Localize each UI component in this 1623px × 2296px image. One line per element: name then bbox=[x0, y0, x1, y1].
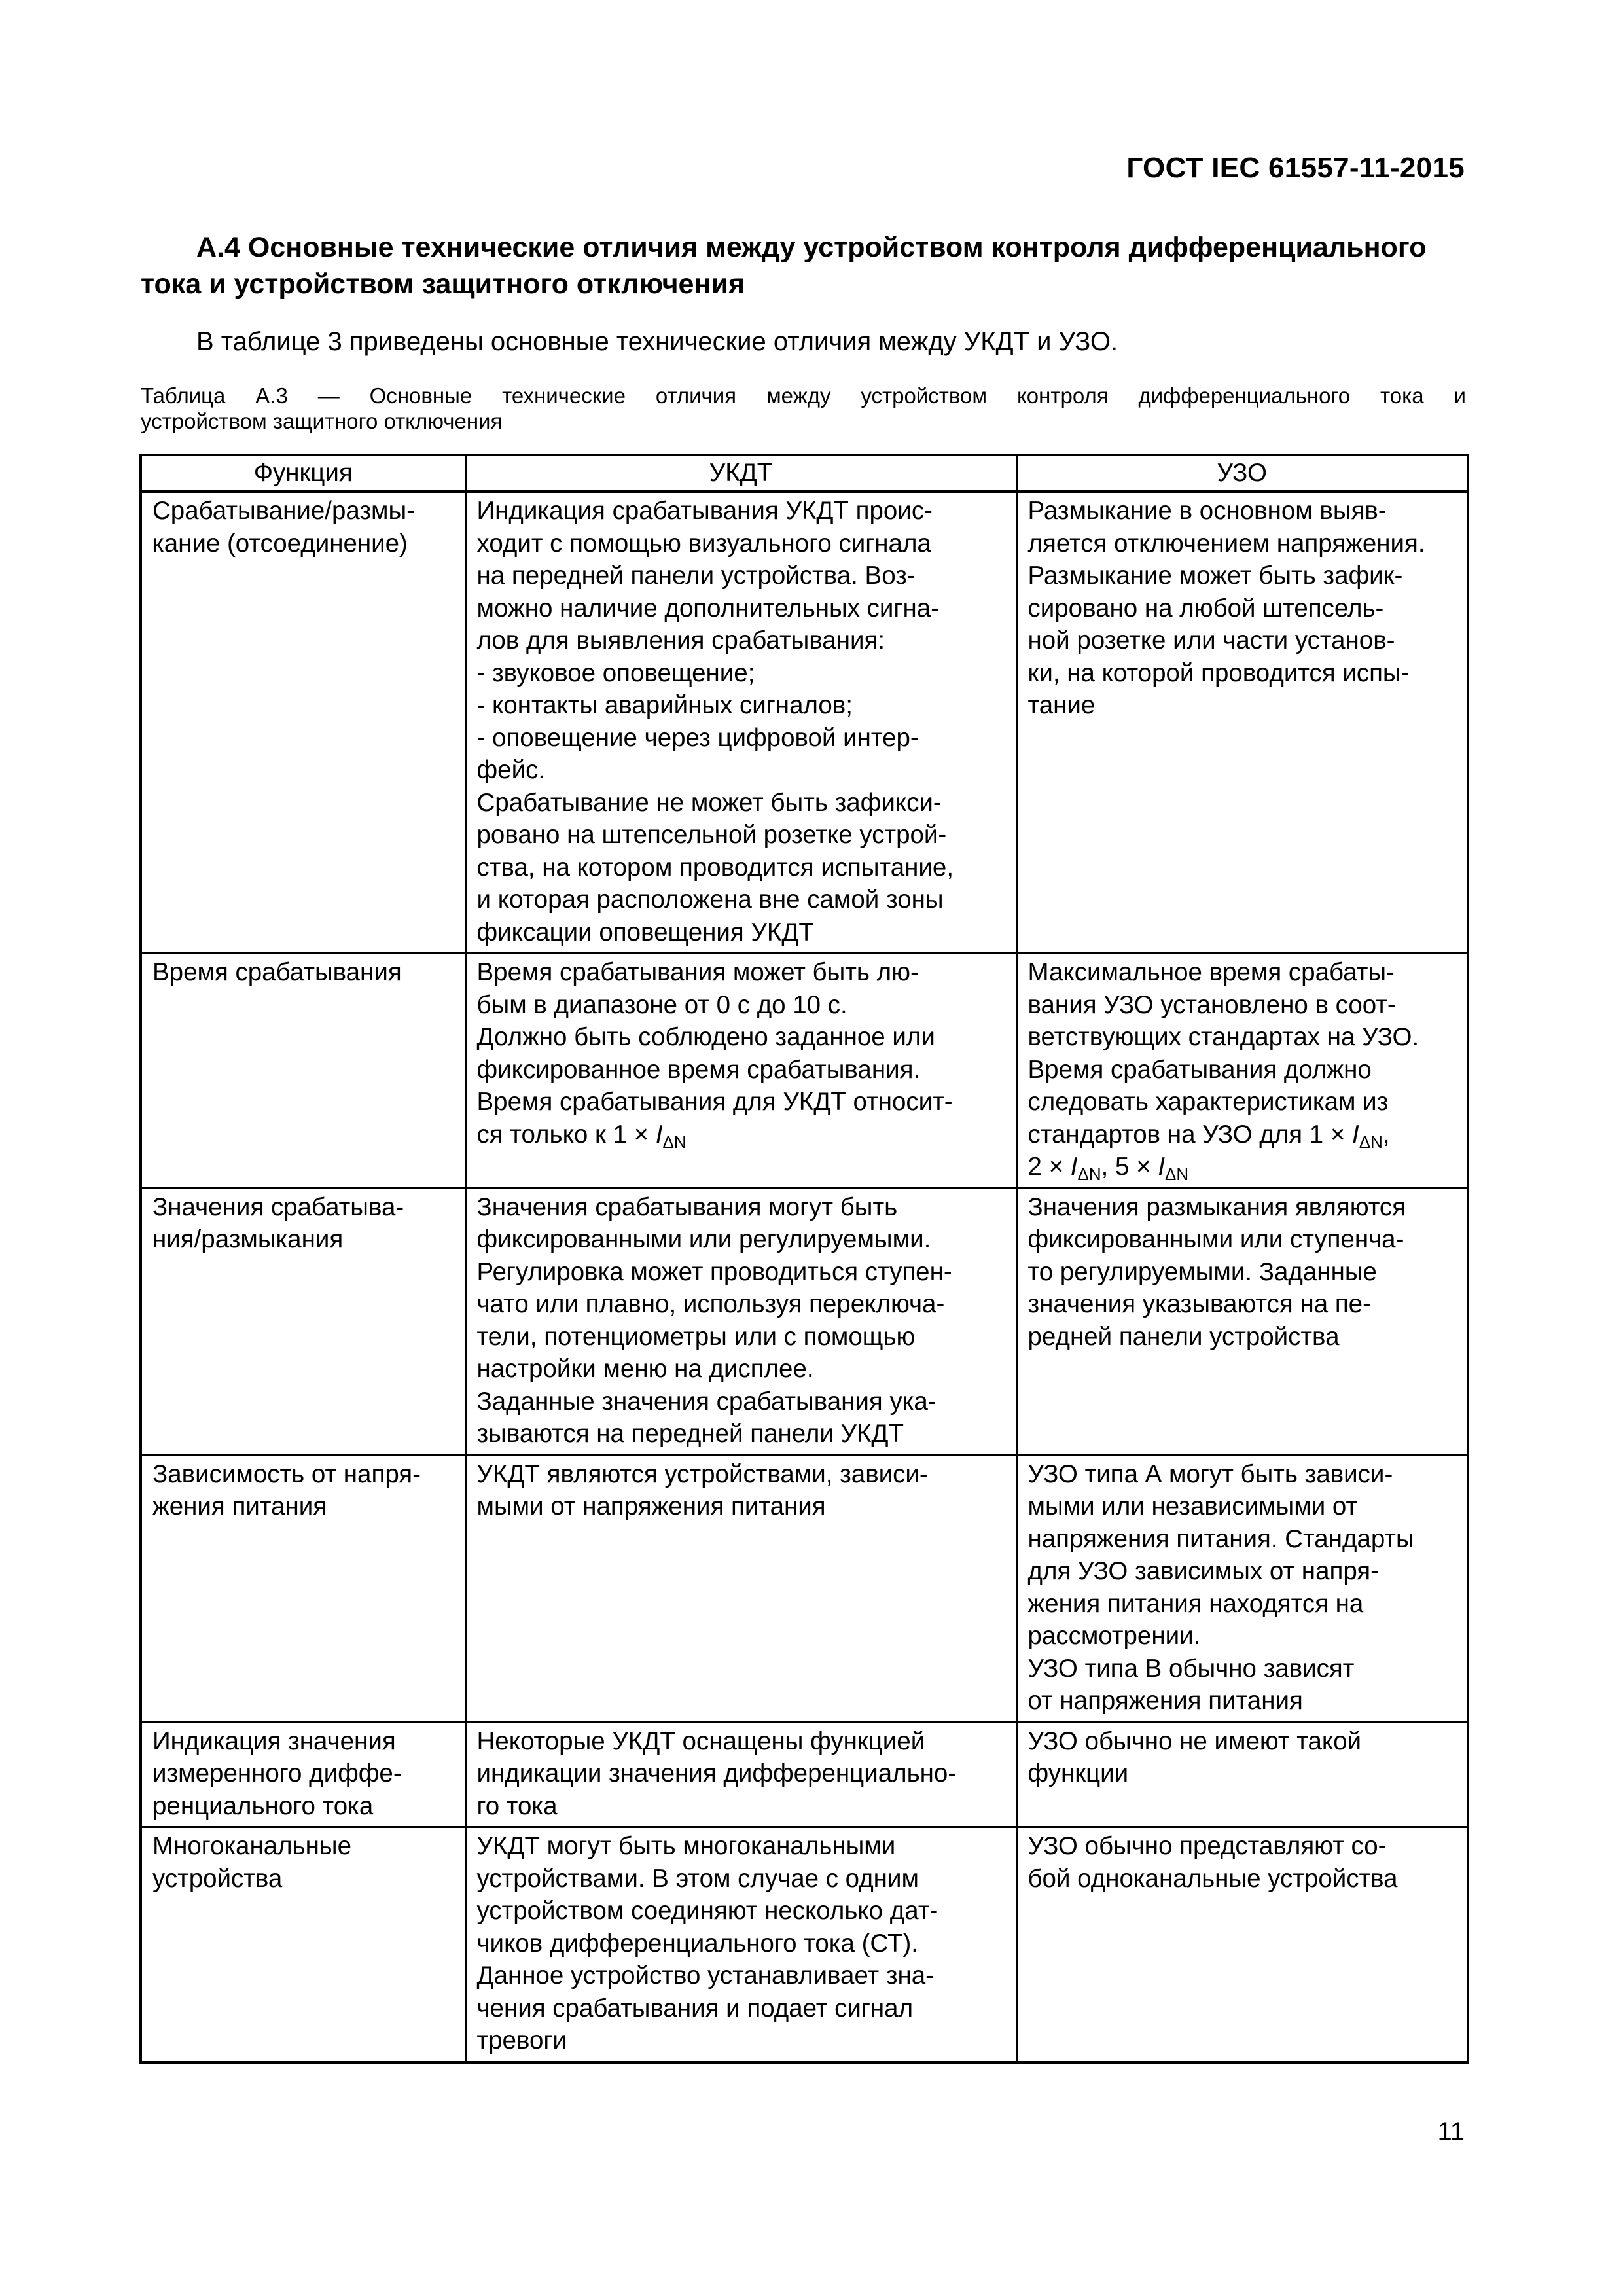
formula-text: , 5 × bbox=[1101, 1153, 1158, 1181]
formula-subscript: ΔN bbox=[662, 1132, 687, 1152]
table-row bbox=[141, 1188, 1468, 1455]
cell-line: жения питания bbox=[152, 1492, 327, 1520]
formula-symbol: I bbox=[1352, 1120, 1359, 1149]
cell-line: и которая расположена вне самой зоны bbox=[476, 886, 944, 914]
cell-line: мыми от напряжения питания bbox=[476, 1492, 826, 1520]
cell-line: ства, на котором проводится испытание, bbox=[476, 853, 954, 882]
cell-line: Некоторые УКДТ оснащены функцией bbox=[476, 1727, 925, 1755]
cell-line: ки, на которой проводится испы- bbox=[1027, 658, 1410, 687]
cell-line: Время срабатывания может быть лю- bbox=[476, 958, 919, 986]
page-number: 11 bbox=[1437, 2117, 1465, 2146]
cell-line: Время срабатывания должно bbox=[1027, 1055, 1372, 1084]
function-cell bbox=[141, 492, 465, 954]
cell-line: УЗО типа В обычно зависят bbox=[1027, 1654, 1355, 1683]
cell-line: ветствующих стандартах на УЗО. bbox=[1027, 1023, 1419, 1051]
table-row bbox=[141, 954, 1468, 1189]
cell-line: фиксации оповещения УКДТ bbox=[476, 918, 814, 946]
cell-line: напряжения питания. Стандарты bbox=[1027, 1524, 1414, 1553]
uzo-cell bbox=[1016, 1455, 1468, 1722]
cell-line: УЗО обычно не имеют такой bbox=[1027, 1727, 1362, 1755]
ukdt-cell bbox=[465, 954, 1016, 1189]
cell-line: функции bbox=[1027, 1759, 1129, 1787]
column-header-ukdt: УКДТ bbox=[465, 455, 1016, 492]
intro-paragraph: В таблице 3 приведены основные технические отличия между УКДТ и УЗО. bbox=[196, 327, 1118, 356]
cell-line: Индикация значения bbox=[152, 1727, 396, 1755]
cell-line: тревоги bbox=[476, 2026, 567, 2054]
cell-line: измеренного диффе- bbox=[152, 1759, 402, 1787]
ukdt-cell bbox=[465, 1188, 1016, 1455]
document-id-header: ГОСТ IEC 61557-11-2015 bbox=[1126, 152, 1465, 184]
formula-text: стандартов на УЗО для 1 × bbox=[1027, 1120, 1353, 1149]
cell-line: Срабатывание не может быть зафикси- bbox=[476, 788, 942, 817]
cell-line: Регулировка может проводиться ступен- bbox=[476, 1257, 952, 1286]
cell-line: Размыкание может быть зафик- bbox=[1027, 562, 1403, 590]
cell-line: Многоканальные bbox=[152, 1832, 351, 1860]
cell-line: фиксированное время срабатывания. bbox=[476, 1055, 921, 1084]
cell-line: - контакты аварийных сигналов; bbox=[476, 691, 853, 719]
column-header-uzo: УЗО bbox=[1016, 455, 1468, 492]
uzo-cell bbox=[1016, 492, 1468, 954]
cell-line: Время срабатывания для УКДТ относит- bbox=[476, 1088, 953, 1116]
table-caption-line: Таблица А.3 — Основные технические отличия между устройством контроля дифференциального тока и bbox=[141, 384, 1466, 408]
cell-line: - оповещение через цифровой интер- bbox=[476, 723, 919, 752]
cell-line: вания УЗО установлено в соот- bbox=[1027, 990, 1396, 1019]
formula-line bbox=[1028, 1119, 1458, 1151]
uzo-cell bbox=[1016, 1188, 1468, 1455]
cell-line: чато или плавно, используя переключа- bbox=[476, 1290, 945, 1318]
cell-line: Размыкание в основном выяв- bbox=[1027, 497, 1387, 525]
ukdt-cell bbox=[465, 1722, 1016, 1827]
cell-line: устройством соединяют несколько дат- bbox=[476, 1897, 938, 1925]
cell-line: сировано на любой штепсель- bbox=[1027, 594, 1384, 622]
cell-line: Данное устройство устанавливает зна- bbox=[476, 1962, 935, 1990]
cell-line: Индикация срабатывания УКДТ проис- bbox=[476, 497, 933, 525]
cell-line: Срабатывание/размы- bbox=[152, 497, 415, 525]
cell-line: следовать характеристикам из bbox=[1027, 1088, 1389, 1116]
cell-line: - звуковое оповещение; bbox=[476, 658, 755, 687]
cell-line: устройства bbox=[152, 1864, 283, 1893]
cell-line: УЗО типа А могут быть зависи- bbox=[1027, 1460, 1393, 1488]
uzo-cell bbox=[1016, 1722, 1468, 1827]
section-heading-line: А.4 Основные технические отличия между устройством контроля дифференциального bbox=[196, 232, 1427, 263]
table-caption bbox=[141, 383, 1466, 434]
uzo-cell bbox=[1016, 954, 1468, 1189]
formula-line bbox=[1028, 1151, 1458, 1183]
uzo-cell bbox=[1016, 1827, 1468, 2062]
cell-line: ляется отключением напряжения. bbox=[1027, 529, 1425, 558]
cell-line: Время срабатывания bbox=[152, 958, 402, 986]
section-heading-line: тока и устройством защитного отключения bbox=[141, 268, 745, 300]
cell-line: УКДТ могут быть многоканальными bbox=[476, 1832, 896, 1860]
cell-line: мыми или независимыми от bbox=[1027, 1492, 1358, 1520]
table-row bbox=[141, 1827, 1468, 2062]
cell-line: индикации значения дифференциально- bbox=[476, 1759, 957, 1787]
formula-line bbox=[477, 1119, 1007, 1151]
cell-line: чиков дифференциального тока (СТ). bbox=[476, 1929, 918, 1958]
formula-symbol: I bbox=[1158, 1153, 1166, 1181]
ukdt-cell bbox=[465, 492, 1016, 954]
cell-line: лов для выявления срабатывания: bbox=[476, 626, 885, 655]
cell-line: Значения срабатывания могут быть bbox=[476, 1193, 898, 1221]
formula-symbol: I bbox=[1070, 1153, 1078, 1181]
formula-subscript: ΔN bbox=[1165, 1164, 1189, 1184]
cell-line: редней панели устройства bbox=[1027, 1322, 1340, 1351]
table-caption-line: устройством защитного отключения bbox=[141, 409, 503, 433]
formula-text: ся только к 1 × bbox=[476, 1120, 656, 1149]
cell-line: ной розетке или части установ- bbox=[1027, 626, 1395, 655]
cell-line: Значения срабатыва- bbox=[152, 1193, 404, 1221]
cell-line: кание (отсоединение) bbox=[152, 529, 408, 558]
formula-subscript: ΔN bbox=[1077, 1164, 1101, 1184]
cell-line: тели, потенциометры или с помощью bbox=[476, 1322, 916, 1351]
function-cell bbox=[141, 1455, 465, 1722]
cell-line: зываются на передней панели УКДТ bbox=[476, 1420, 904, 1448]
cell-line: фиксированными или ступенча- bbox=[1027, 1225, 1404, 1253]
cell-line: ходит с помощью визуального сигнала bbox=[476, 529, 931, 558]
function-cell bbox=[141, 1827, 465, 2062]
cell-line: тание bbox=[1027, 691, 1096, 719]
cell-line: УЗО обычно представляют со- bbox=[1027, 1832, 1387, 1860]
cell-line: ровано на штепсельной розетке устрой- bbox=[476, 821, 947, 849]
function-cell bbox=[141, 1188, 465, 1455]
cell-line: чения срабатывания и подает сигнал bbox=[476, 1994, 914, 2022]
cell-line: рассмотрении. bbox=[1027, 1622, 1201, 1650]
cell-line: значения указываются на пе- bbox=[1027, 1290, 1371, 1318]
cell-line: УКДТ являются устройствами, зависи- bbox=[476, 1460, 928, 1488]
cell-line: бой одноканальные устройства bbox=[1027, 1864, 1398, 1893]
table-row bbox=[141, 492, 1468, 954]
cell-line: го тока bbox=[476, 1791, 558, 1820]
table-row bbox=[141, 1722, 1468, 1827]
cell-line: бым в диапазоне от 0 с до 10 с. bbox=[476, 990, 847, 1019]
cell-line: можно наличие дополнительных сигна- bbox=[476, 594, 939, 622]
function-cell bbox=[141, 1722, 465, 1827]
formula-symbol: I bbox=[655, 1120, 663, 1149]
table-row bbox=[141, 1455, 1468, 1722]
cell-line: на передней панели устройства. Воз- bbox=[476, 562, 916, 590]
table-header-row bbox=[141, 455, 1468, 492]
cell-line: Максимальное время срабаты- bbox=[1027, 958, 1395, 986]
cell-line: от напряжения питания bbox=[1027, 1687, 1303, 1715]
formula-text: , bbox=[1382, 1120, 1390, 1149]
cell-line: Заданные значения срабатывания ука- bbox=[476, 1387, 936, 1416]
column-header-function: Функция bbox=[141, 455, 465, 492]
cell-line: Должно быть соблюдено заданное или bbox=[476, 1023, 935, 1051]
ukdt-cell bbox=[465, 1827, 1016, 2062]
cell-line: то регулируемыми. Заданные bbox=[1027, 1257, 1377, 1286]
cell-line: фейс. bbox=[476, 756, 546, 784]
cell-line: ния/размыкания bbox=[152, 1225, 344, 1253]
cell-line: фиксированными или регулируемыми. bbox=[476, 1225, 931, 1253]
ukdt-cell bbox=[465, 1455, 1016, 1722]
comparison-table bbox=[139, 454, 1469, 2064]
formula-subscript: ΔN bbox=[1359, 1132, 1383, 1152]
formula-text: 2 × bbox=[1027, 1153, 1071, 1181]
cell-line: устройствами. В этом случае с одним bbox=[476, 1864, 919, 1893]
cell-line: Зависимость от напря- bbox=[152, 1460, 421, 1488]
cell-line: ренциального тока bbox=[152, 1791, 374, 1820]
cell-line: Значения размыкания являются bbox=[1027, 1193, 1406, 1221]
section-heading bbox=[141, 229, 1466, 302]
cell-line: жения питания находятся на bbox=[1027, 1589, 1364, 1618]
function-cell bbox=[141, 954, 465, 1189]
cell-line: настройки меню на дисплее. bbox=[476, 1355, 814, 1383]
cell-line: для УЗО зависимых от напря- bbox=[1027, 1557, 1379, 1585]
